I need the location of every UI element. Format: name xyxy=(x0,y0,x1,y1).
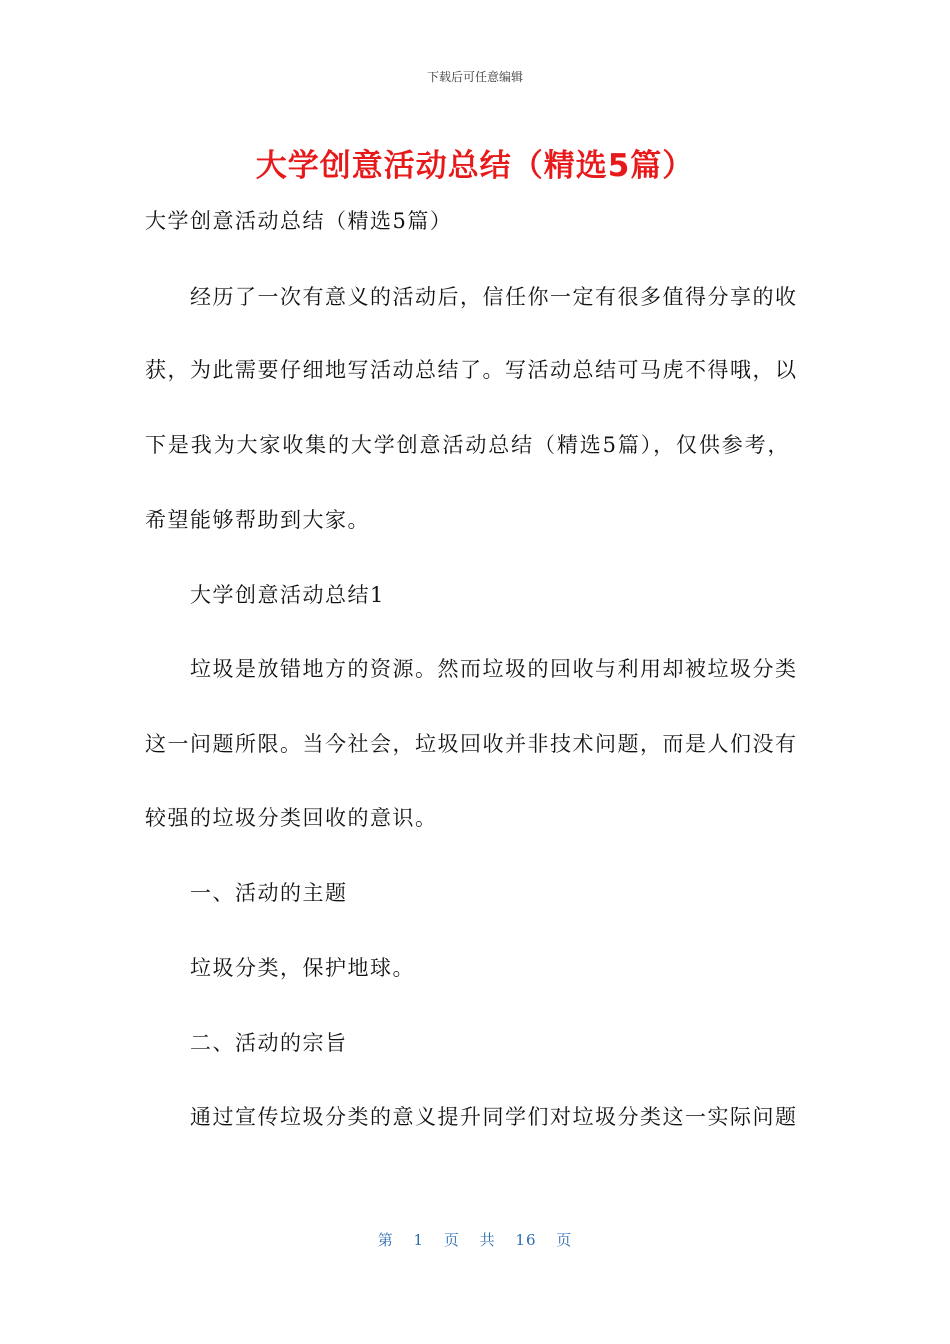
paragraph-line: 希望能够帮助到大家。 xyxy=(145,508,370,532)
paragraph-line: 垃圾是放错地方的资源。然而垃圾的回收与利用却被垃圾分类 xyxy=(190,657,798,681)
paragraph-line: 通过宣传垃圾分类的意义提升同学们对垃圾分类这一实际问题 xyxy=(190,1105,798,1129)
paragraph-line: 这一问题所限。当今社会，垃圾回收并非技术问题，而是人们没有 xyxy=(145,732,798,756)
section-heading: 一、活动的主题 xyxy=(190,881,348,905)
section-heading: 二、活动的宗旨 xyxy=(190,1031,348,1055)
section-heading: 大学创意活动总结1 xyxy=(190,583,385,607)
paragraph-line: 获，为此需要仔细地写活动总结了。写活动总结可马虎不得哦，以 xyxy=(145,358,798,382)
total-pages: 16 xyxy=(515,1231,537,1249)
page-suffix: 页 xyxy=(443,1231,460,1249)
document-title: 大学创意活动总结（精选5篇） xyxy=(255,148,695,184)
header-note: 下载后可任意编辑 xyxy=(426,70,523,84)
subtitle-line: 大学创意活动总结（精选5篇） xyxy=(145,209,453,233)
total-label: 共 xyxy=(479,1231,496,1249)
paragraph-line: 下是我为大家收集的大学创意活动总结（精选5篇），仅供参考， xyxy=(145,433,790,457)
paragraph-line: 较强的垃圾分类回收的意识。 xyxy=(145,806,438,830)
page-number: 1 xyxy=(413,1231,425,1249)
page-footer xyxy=(0,1229,950,1250)
total-suffix: 页 xyxy=(556,1231,573,1249)
paragraph-line: 经历了一次有意义的活动后，信任你一定有很多值得分享的收 xyxy=(190,285,798,309)
paragraph-line: 垃圾分类，保护地球。 xyxy=(190,956,415,980)
page-label: 第 xyxy=(377,1231,394,1249)
